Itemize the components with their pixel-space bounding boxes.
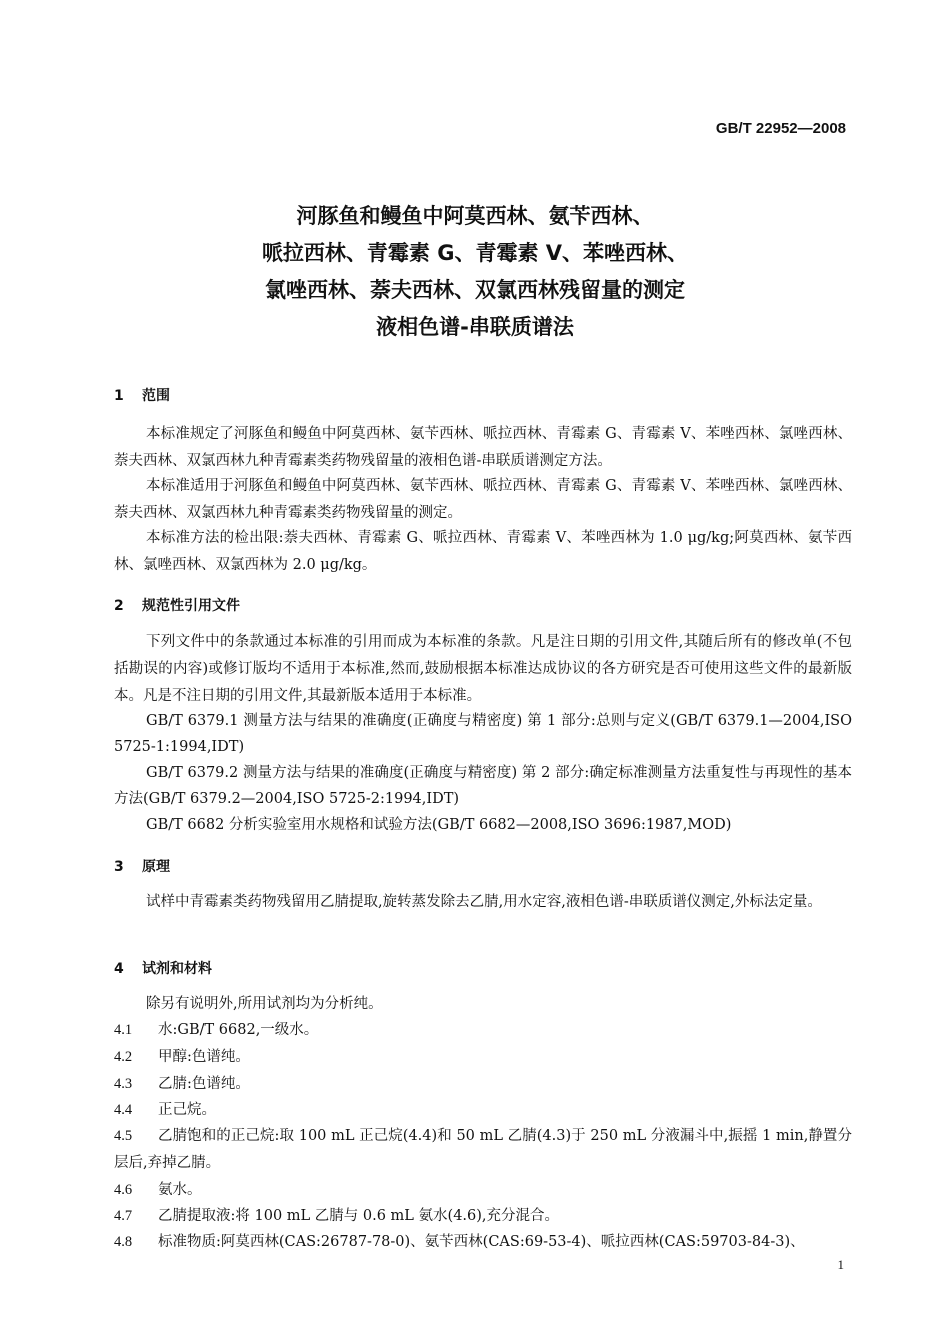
section-title: 原理: [142, 859, 170, 875]
item-text: 正己烷。: [158, 1102, 216, 1118]
reference-entry: GB/T 6379.1 测量方法与结果的准确度(正确度与精密度) 第 1 部分:总则与定义(GB/T 6379.1—2004,ISO 5725-1:1994,IDT): [114, 713, 852, 755]
item-text: 乙腈提取液:将 100 mL 乙腈与 0.6 mL 氨水(4.6),充分混合。: [158, 1208, 560, 1224]
paragraph: 本标准适用于河豚鱼和鳗鱼中阿莫西林、氨苄西林、哌拉西林、青霉素 G、青霉素 V、苯唑西林、氯唑西林、萘夫西林、双氯西林九种青霉素类药物残留量的测定。: [114, 478, 852, 521]
item-number: 4.1: [114, 1022, 133, 1038]
section-number: 3: [114, 859, 124, 875]
list-item: [114, 1123, 852, 1177]
document-title: [0, 198, 950, 346]
list-item: [114, 1229, 852, 1256]
section-title: 范围: [142, 388, 170, 404]
item-text: 甲醇:色谱纯。: [158, 1049, 250, 1065]
paragraph: 试样中青霉素类药物残留用乙腈提取,旋转蒸发除去乙腈,用水定容,液相色谱-串联质谱仪测定,外标法定量。: [146, 894, 822, 910]
item-number: 4.4: [114, 1102, 133, 1118]
item-number: 4.8: [114, 1234, 133, 1250]
section-number: 1: [114, 388, 124, 404]
section-number: 4: [114, 961, 124, 977]
paragraph: 本标准规定了河豚鱼和鳗鱼中阿莫西林、氨苄西林、哌拉西林、青霉素 G、青霉素 V、苯唑西林、氯唑西林、萘夫西林、双氯西林九种青霉素类药物残留量的液相色谱-串联质谱测定方法。: [114, 426, 852, 469]
paragraph: 除另有说明外,所用试剂均为分析纯。: [146, 996, 383, 1012]
list-item: [114, 1097, 852, 1124]
section-heading-reagents: [114, 958, 212, 978]
section-title: 规范性引用文件: [142, 598, 240, 614]
item-text: 氨水。: [158, 1182, 202, 1198]
title-line: 哌拉西林、青霉素 G、青霉素 V、苯唑西林、: [261, 241, 689, 265]
list-item: [114, 1017, 852, 1044]
title-line: 液相色谱-串联质谱法: [376, 315, 574, 339]
page-number: 1: [837, 1257, 844, 1272]
item-text: 标准物质:阿莫西林(CAS:26787-78-0)、氨苄西林(CAS:69-53-4)、哌拉西林(CAS:59703-84-3)、: [158, 1234, 805, 1250]
reference-entry: GB/T 6682 分析实验室用水规格和试验方法(GB/T 6682—2008,ISO 3696:1987,MOD): [146, 817, 732, 833]
list-item: [114, 1203, 852, 1230]
item-number: 4.5: [114, 1128, 133, 1144]
reference-entry: GB/T 6379.2 测量方法与结果的准确度(正确度与精密度) 第 2 部分:确定标准测量方法重复性与再现性的基本方法(GB/T 6379.2—2004,ISO 5725-2:1994,IDT): [114, 765, 852, 807]
section-heading-references: [114, 595, 240, 615]
section-heading-principle: [114, 856, 170, 876]
title-line: 氯唑西林、萘夫西林、双氯西林残留量的测定: [265, 278, 685, 302]
item-text: 乙腈:色谱纯。: [158, 1076, 250, 1092]
list-item: [114, 1044, 852, 1071]
section-number: 2: [114, 598, 124, 614]
item-number: 4.7: [114, 1208, 133, 1224]
paragraph: 下列文件中的条款通过本标准的引用而成为本标准的条款。凡是注日期的引用文件,其随后所有的修改单(不包括勘误的内容)或修订版均不适用于本标准,然而,鼓励根据本标准达成协议的各方研究是否可使用这些文件的最新版本。凡是不注日期的引用文件,其最新版本适用于本标准。: [114, 634, 852, 704]
item-number: 4.2: [114, 1049, 133, 1065]
item-text: 乙腈饱和的正己烷:取 100 mL 正己烷(4.4)和 50 mL 乙腈(4.3)于 250 mL 分液漏斗中,振摇 1 min,静置分层后,弃掉乙腈。: [114, 1128, 852, 1171]
title-line: 河豚鱼和鳗鱼中阿莫西林、氨苄西林、: [296, 204, 654, 228]
list-item: [114, 1071, 852, 1098]
list-item: [114, 1177, 852, 1204]
item-text: 水:GB/T 6682,一级水。: [158, 1022, 319, 1038]
section-heading-scope: [114, 385, 170, 405]
item-number: 4.6: [114, 1182, 133, 1198]
standard-code: GB/T 22952—2008: [715, 120, 846, 137]
paragraph: 本标准方法的检出限:萘夫西林、青霉素 G、哌拉西林、青霉素 V、苯唑西林为 1.0 μg/kg;阿莫西林、氨苄西林、氯唑西林、双氯西林为 2.0 μg/kg。: [114, 530, 852, 573]
section-title: 试剂和材料: [142, 961, 212, 977]
item-number: 4.3: [114, 1076, 133, 1092]
